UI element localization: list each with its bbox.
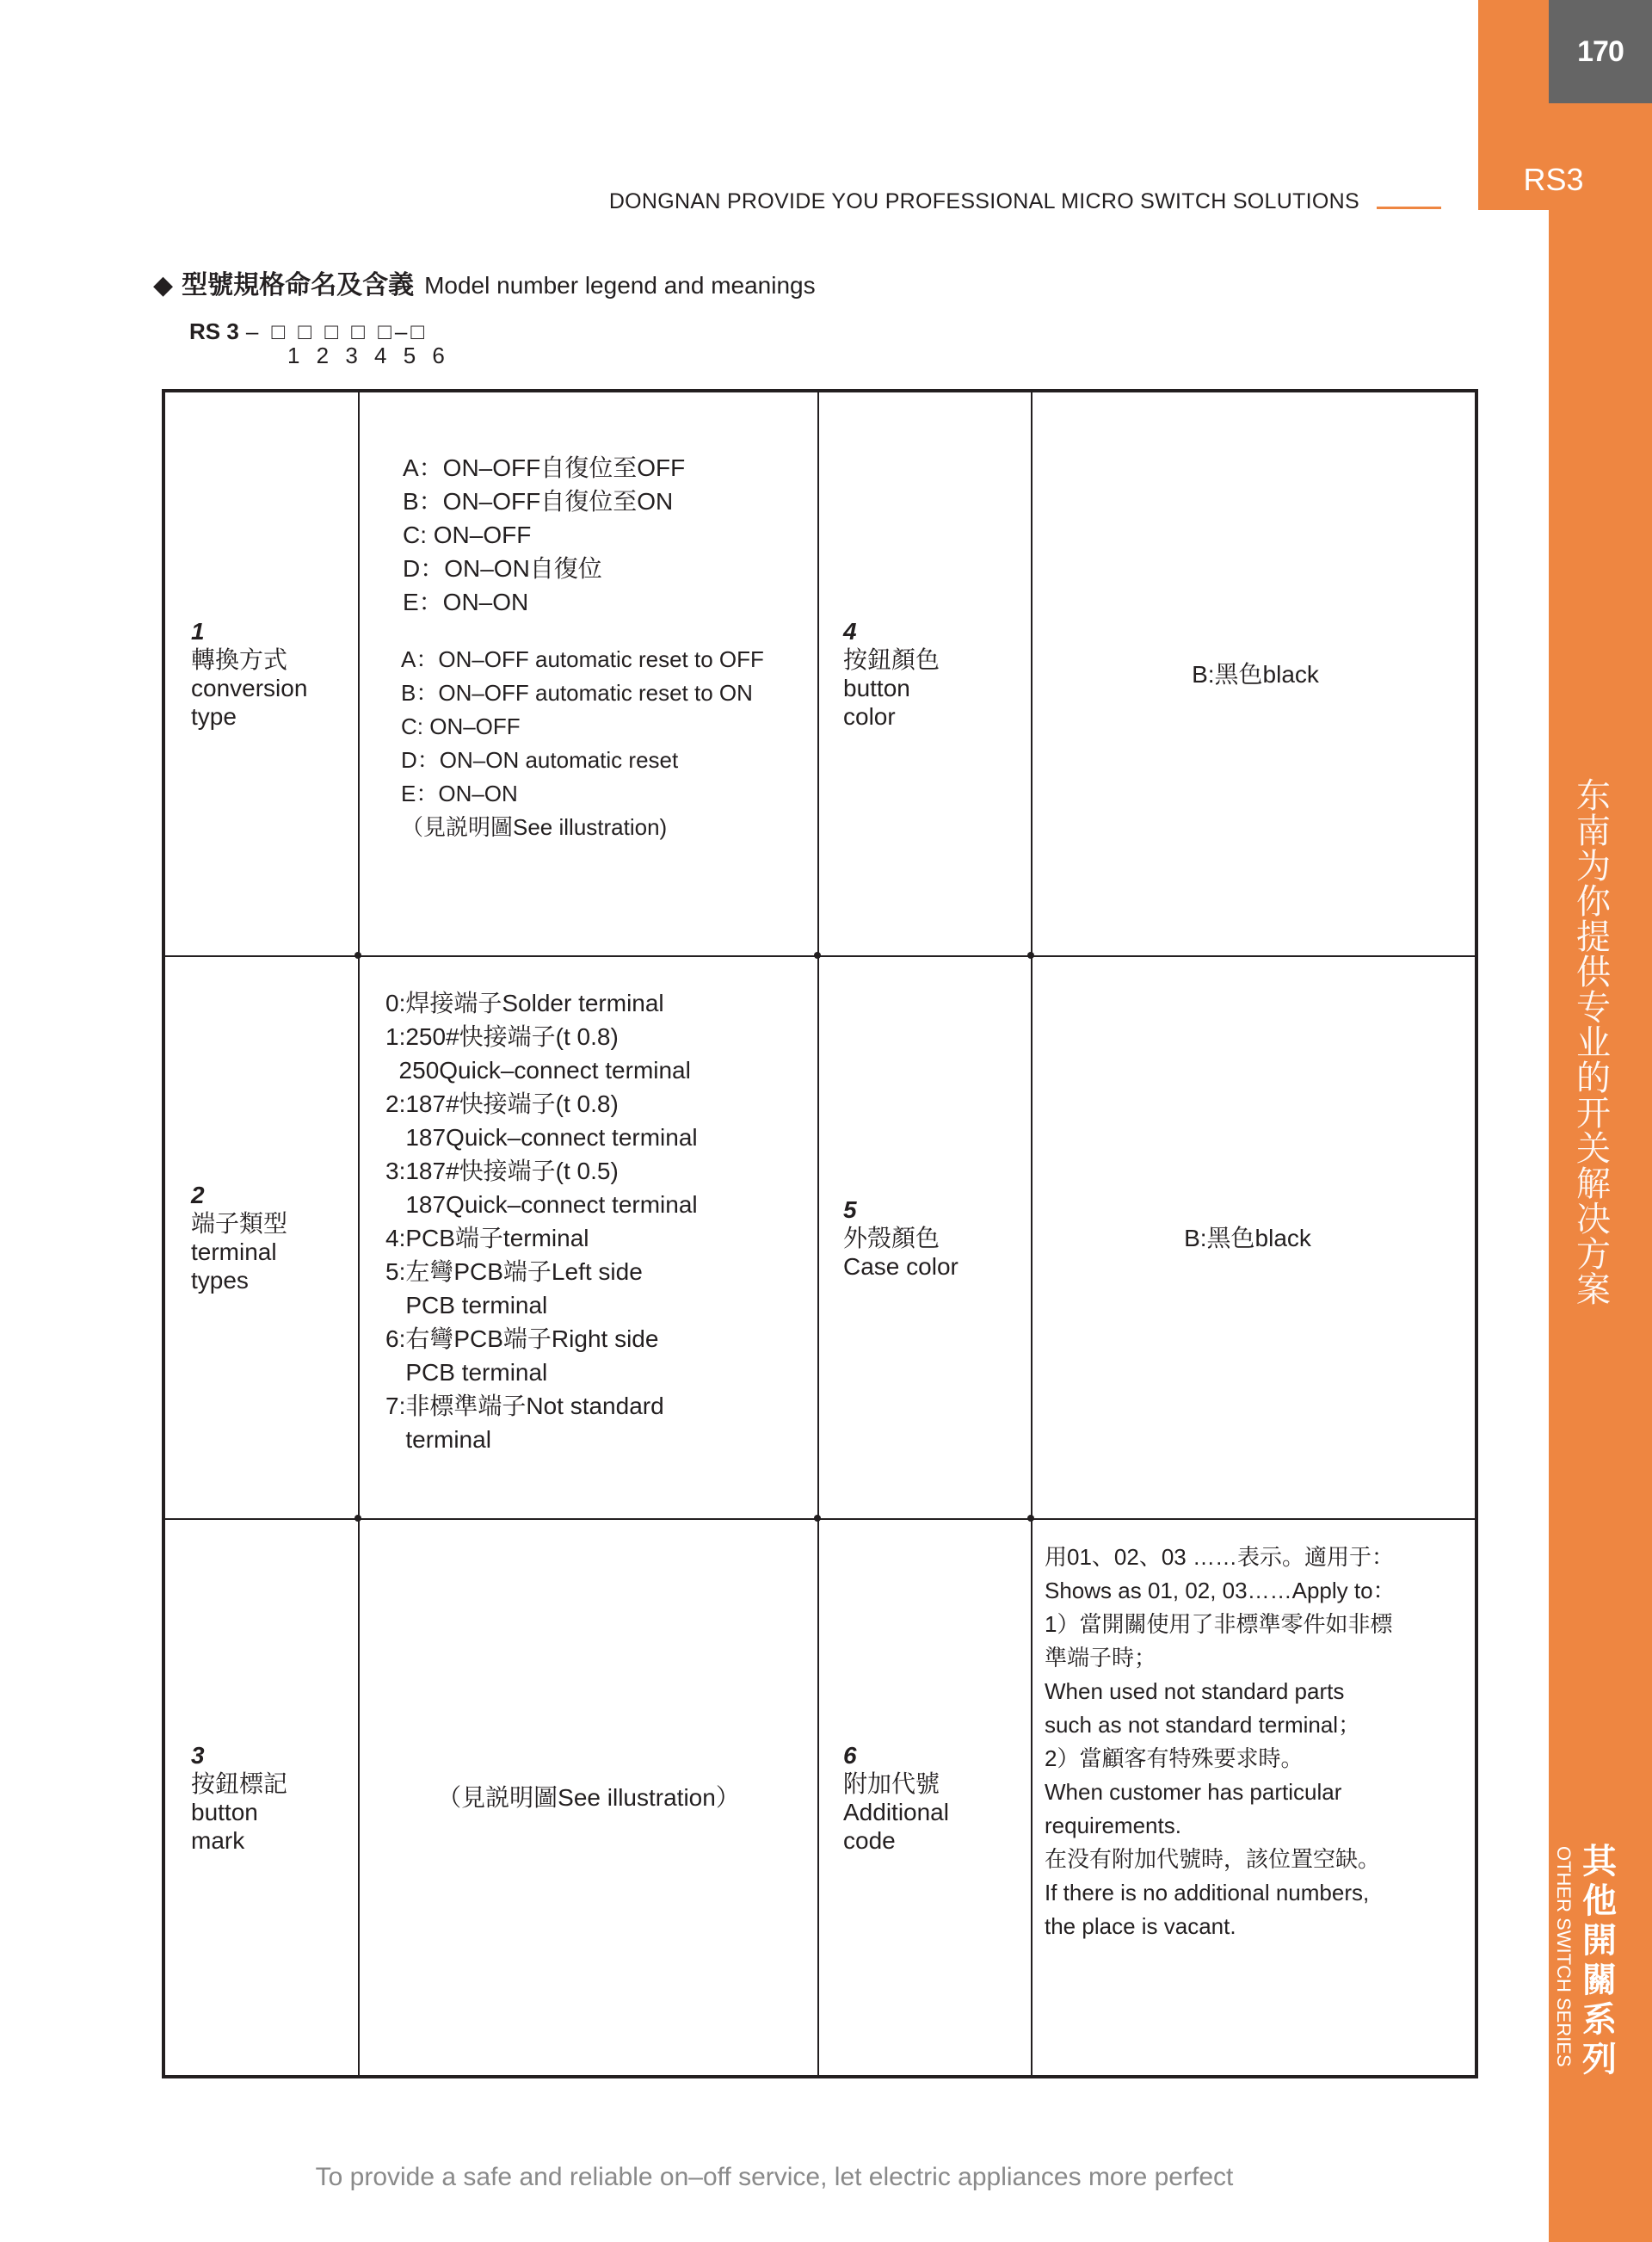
legend-label-en: conversion — [191, 675, 308, 701]
note-line: Shows as 01, 02, 03……Apply to： — [1045, 1578, 1396, 1603]
option-line: B：ON–OFF automatic reset to ON — [401, 680, 753, 706]
legend-table — [162, 389, 1478, 2078]
legend-label-en: Additional — [843, 1798, 949, 1825]
option-line: C: ON–OFF — [401, 713, 521, 739]
note-line: 1）當開關使用了非標準零件如非標 — [1045, 1611, 1393, 1637]
option-line: D：ON–ON automatic reset — [401, 747, 679, 773]
legend-label-en: code — [843, 1826, 896, 1854]
option-line: 187Quick–connect terminal — [385, 1191, 698, 1218]
note-line: 準端子時； — [1045, 1645, 1157, 1671]
legend-label-6 — [817, 1520, 1031, 2075]
legend-number: 4 — [843, 618, 857, 645]
value-text: （見説明圖See illustration） — [437, 1784, 740, 1811]
legend-label-5 — [817, 957, 1031, 1518]
terminal-options — [385, 986, 816, 1456]
button-mark-value — [360, 1520, 817, 2075]
option-line: A：ON–OFF自復位至OFF — [403, 454, 686, 481]
section-heading — [153, 263, 816, 301]
legend-number: 5 — [843, 1195, 857, 1223]
legend-number: 3 — [191, 1741, 205, 1769]
conversion-options — [401, 451, 817, 844]
option-line: terminal — [385, 1426, 491, 1453]
option-line: PCB terminal — [385, 1359, 548, 1386]
legend-label-en: terminal — [191, 1238, 277, 1265]
model-prefix: RS 3 — [189, 318, 239, 344]
legend-label-cn: 附加代號 — [843, 1769, 940, 1798]
heading-cn: 型號規格命名及含義 — [182, 270, 415, 300]
option-line: 2:187#快接端子(t 0.8) — [385, 1090, 619, 1117]
option-line: 1:250#快接端子(t 0.8) — [385, 1023, 619, 1050]
legend-label-en: button — [843, 675, 910, 701]
legend-label-1 — [165, 392, 358, 955]
option-line: E：ON–ON — [403, 589, 529, 615]
heading-en: Model number legend and meanings — [424, 272, 816, 299]
model-code — [189, 318, 428, 345]
value-text: B:黑色black — [1184, 1224, 1311, 1251]
option-line: 6:右彎PCB端子Right side — [385, 1325, 659, 1352]
note-line: 2）當顧客有特殊要求時。 — [1045, 1745, 1304, 1771]
legend-label-2 — [165, 957, 358, 1518]
legend-label-en: Case color — [843, 1252, 959, 1280]
legend-label-en: types — [191, 1267, 249, 1294]
button-color-value — [1032, 392, 1478, 955]
additional-code-notes — [1045, 1541, 1475, 1943]
page-number: 170 — [1549, 0, 1652, 103]
note-line: When customer has particular — [1045, 1779, 1342, 1805]
option-line: （見説明圖See illustration) — [401, 814, 668, 840]
note-line: requirements. — [1045, 1813, 1181, 1838]
model-position-digits: 1 2 3 4 5 6 — [287, 343, 448, 368]
legend-label-cn: 轉換方式 — [191, 645, 288, 674]
value-text: B:黑色black — [1192, 660, 1319, 688]
series-name-en: OTHER SWITCH SERIES — [1553, 1846, 1575, 2067]
legend-label-3 — [165, 1520, 358, 2075]
option-line: PCB terminal — [385, 1292, 548, 1319]
legend-label-en: color — [843, 703, 896, 730]
diamond-bullet-icon: ◆ — [153, 271, 174, 300]
series-name-cn: 其他開關系列 — [1582, 1842, 1617, 2079]
note-line: such as not standard terminal； — [1045, 1712, 1361, 1738]
model-pattern: – □ □ □ □ □–□ — [245, 318, 428, 344]
footer-slogan: To provide a safe and reliable on–off service, let electric appliances more perfect — [315, 2163, 1234, 2191]
legend-label-cn: 端子類型 — [191, 1209, 288, 1238]
option-line: A：ON–OFF automatic reset to OFF — [401, 646, 764, 672]
option-line: D：ON–ON自復位 — [403, 555, 602, 582]
option-line: 3:187#快接端子(t 0.5) — [385, 1158, 619, 1184]
legend-number: 2 — [191, 1182, 205, 1208]
option-line: 7:非標準端子Not standard — [385, 1393, 664, 1419]
legend-number: 1 — [191, 618, 205, 645]
case-color-value — [1032, 957, 1463, 1518]
legend-label-cn: 按鈕顏色 — [843, 645, 940, 674]
note-line: When used not standard parts — [1045, 1678, 1345, 1704]
header-rule — [1377, 207, 1441, 209]
legend-label-en: type — [191, 703, 237, 730]
note-line: If there is no additional numbers, — [1045, 1880, 1370, 1905]
legend-label-4 — [817, 392, 1031, 955]
option-line: C: ON–OFF — [403, 522, 532, 548]
legend-number: 6 — [843, 1741, 857, 1769]
note-line: 用01、02、03 ……表示。適用于： — [1045, 1544, 1394, 1570]
option-line: E：ON–ON — [401, 781, 518, 806]
option-line: 5:左彎PCB端子Left side — [385, 1258, 643, 1285]
legend-label-cn: 按鈕標記 — [191, 1769, 288, 1798]
legend-label-en: mark — [191, 1826, 245, 1854]
option-line: B：ON–OFF自復位至ON — [403, 488, 674, 515]
series-code: RS3 — [1523, 162, 1584, 197]
option-line: 187Quick–connect terminal — [385, 1124, 698, 1151]
vertical-slogan: 东南为你提供专业的开关解决方案 — [1576, 776, 1611, 1310]
note-line: 在没有附加代號時，該位置空缺。 — [1045, 1846, 1381, 1872]
legend-label-cn: 外殼顏色 — [843, 1223, 940, 1252]
option-line: 0:焊接端子Solder terminal — [385, 990, 664, 1016]
note-line: the place is vacant. — [1045, 1913, 1236, 1939]
header-tagline: DONGNAN PROVIDE YOU PROFESSIONAL MICRO SWITCH SOLUTIONS — [608, 189, 1359, 213]
legend-label-en: button — [191, 1798, 258, 1825]
option-line: 250Quick–connect terminal — [385, 1057, 691, 1084]
option-line: 4:PCB端子terminal — [385, 1225, 589, 1251]
